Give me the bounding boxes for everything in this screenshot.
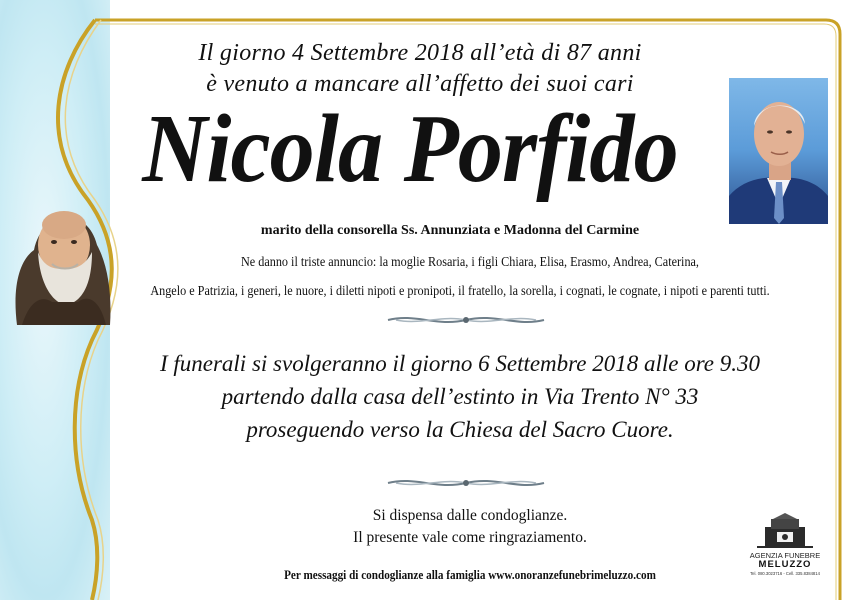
agency-logo xyxy=(743,513,827,583)
agency-label: AGENZIA FUNEBRE xyxy=(749,551,821,560)
funeral-line-2: partendo dalla casa dell’estinto in Via Trento N° 33 xyxy=(221,384,699,409)
decorative-divider-bottom xyxy=(386,476,546,490)
contact-website-line: Per messaggi di condoglianze alla famiglia www.onoranzefunebrimeluzzo.com xyxy=(284,567,656,582)
announcement-line-2: Angelo e Patrizia, i generi, le nuore, i diletti nipoti e pronipoti, il fratello, la sorella, i cognati, le cognate, i nipoti e parenti tutti. xyxy=(150,284,770,299)
announcement-line-1: Ne danno il triste annuncio: la moglie Rosaria, i figli Chiara, Elisa, Erasmo, Andrea, Caterina, xyxy=(240,255,699,270)
intro-line-1: Il giorno 4 Settembre 2018 all’età di 87 anni xyxy=(198,40,642,66)
agency-emblem-icon xyxy=(743,513,827,551)
agency-phones: Tel. 080.3023716 - Cell. 335.8384814 xyxy=(750,571,820,576)
condolences-line-2: Il presente vale come ringraziamento. xyxy=(353,529,587,546)
deceased-name: Nicola Porfido xyxy=(142,95,678,203)
decorative-divider-top xyxy=(386,313,546,327)
intro-line-2: è venuto a mancare all’affetto dei suoi cari xyxy=(206,71,634,97)
deceased-portrait-image xyxy=(729,78,828,224)
funeral-line-3: proseguendo verso la Chiesa del Sacro Cuore. xyxy=(246,417,674,442)
relation-line: marito della consorella Ss. Annunziata e Madonna del Carmine xyxy=(260,223,640,238)
funeral-line-1: I funerali si svolgeranno il giorno 6 Settembre 2018 alle ore 9.30 xyxy=(159,351,761,376)
saint-portrait-image xyxy=(12,190,112,325)
agency-name: MELUZZO xyxy=(758,559,812,570)
condolences-line-1: Si dispensa dalle condoglianze. xyxy=(372,507,568,524)
